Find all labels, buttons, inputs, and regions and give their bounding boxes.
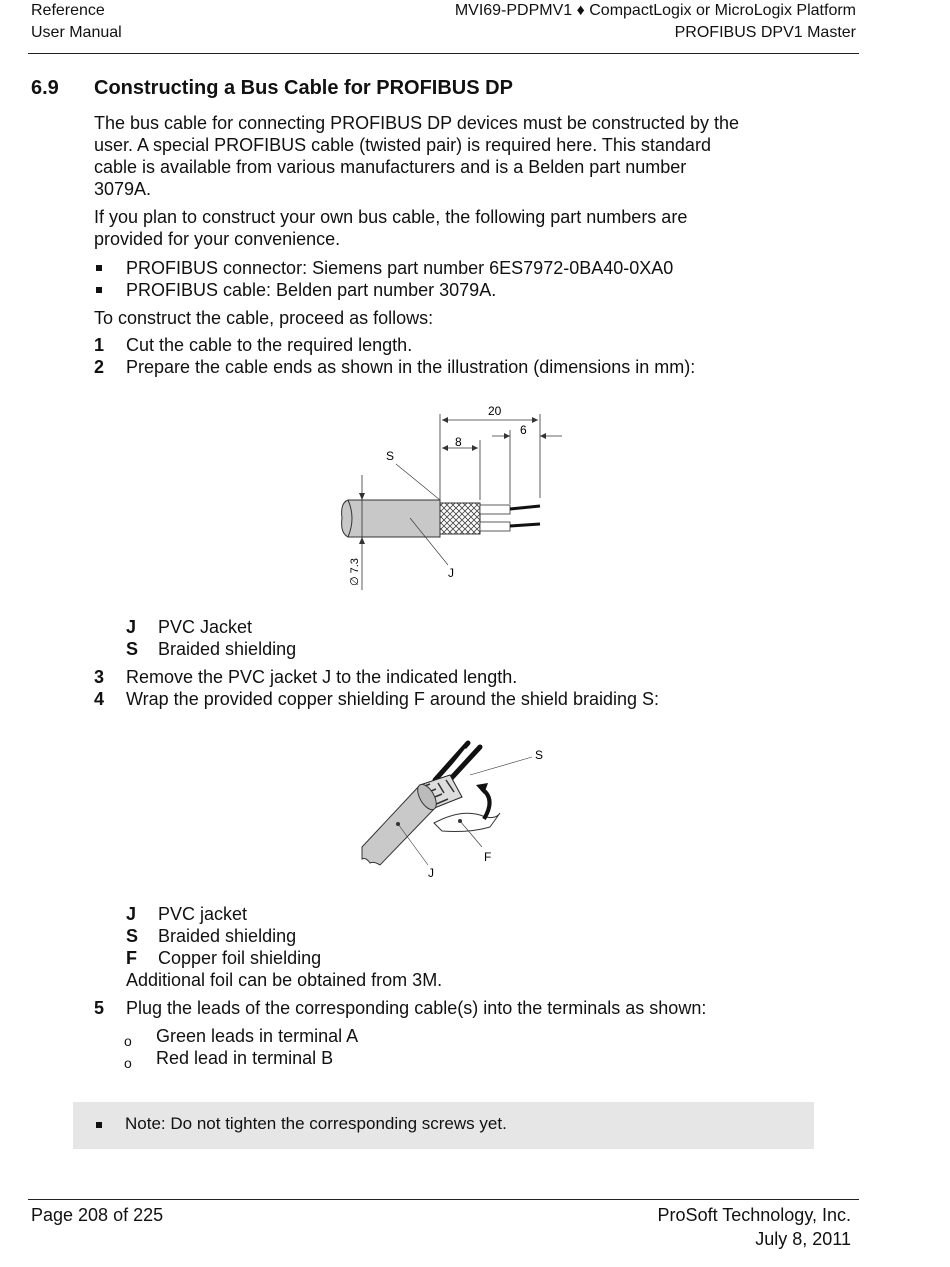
section-title: Constructing a Bus Cable for PROFIBUS DP: [94, 77, 513, 99]
dim-diameter-label: ∅ 7.3: [349, 558, 361, 586]
intro-paragraph: [94, 112, 814, 200]
note-label: Note:: [125, 1114, 166, 1133]
page-number: Page 208 of 225: [31, 1205, 164, 1225]
foil-wrapping-diagram: [350, 735, 560, 880]
pvc-jacket-shape: [342, 500, 440, 537]
bullet-text: PROFIBUS connector: Siemens part number 6ES7972-0BA40-0XA0: [126, 258, 674, 278]
step-text: Prepare the cable ends as shown in the illustration (dimensions in mm):: [126, 357, 696, 377]
header-subtitle: PROFIBUS DPV1 Master: [674, 24, 856, 41]
additional-foil-text: Additional foil can be obtained from 3M.: [126, 970, 443, 990]
legend-key: S: [126, 926, 139, 946]
header-reference: Reference: [31, 2, 105, 19]
step-text: Wrap the provided copper shielding F around the shield braiding S:: [126, 689, 659, 709]
legend-key: J: [126, 904, 137, 924]
step-number: 5: [94, 998, 105, 1018]
header-right: [455, 0, 856, 44]
footer-right: [658, 1203, 851, 1251]
text-line: cable is available from various manufacturers and is a Belden part number: [94, 157, 687, 177]
bullet-square-icon: [96, 1122, 102, 1128]
dim-6-label: 6: [520, 423, 527, 437]
sub-item-text: Green leads in terminal A: [156, 1026, 359, 1046]
plan-paragraph: [94, 206, 814, 250]
text-line: The bus cable for connecting PROFIBUS DP devices must be constructed by the: [94, 113, 739, 133]
header-left: [31, 0, 122, 44]
cable-preparation-diagram: [330, 400, 570, 595]
note-emphasis: not: [196, 1114, 221, 1133]
bullet-square-icon: [96, 287, 102, 293]
step-number: 4: [94, 689, 105, 709]
text-line: If you plan to construct your own bus cable, the following part numbers are: [94, 207, 688, 227]
step-number: 3: [94, 667, 105, 687]
step-2: [94, 356, 814, 378]
sub-item-text: Red lead in terminal B: [156, 1048, 334, 1068]
legend-key: S: [126, 639, 139, 659]
bullet-square-icon: [96, 265, 102, 271]
circle-bullet-icon: o: [124, 1055, 132, 1071]
note-box: [73, 1102, 814, 1149]
text-line: provided for your convenience.: [94, 229, 341, 249]
step-text: Remove the PVC jacket J to the indicated length.: [126, 667, 518, 687]
legend-text: Braided shielding: [158, 926, 297, 946]
legend-key: J: [126, 617, 137, 637]
label-j: J: [428, 866, 434, 880]
legend-key: F: [126, 948, 137, 968]
list-item: [124, 1025, 524, 1047]
step-3: [94, 666, 814, 688]
dim-8-label: 8: [455, 435, 462, 449]
legend-item: [126, 638, 426, 660]
legend-text: PVC Jacket: [158, 617, 253, 637]
text-line: user. A special PROFIBUS cable (twisted pair) is required here. This standard: [94, 135, 711, 155]
document-date: July 8, 2011: [755, 1229, 851, 1249]
bullet-text: PROFIBUS cable: Belden part number 3079A.: [126, 280, 497, 300]
braided-shield-shape: [440, 503, 480, 534]
header-rule: [28, 53, 859, 54]
list-item: [124, 1047, 524, 1069]
circle-bullet-icon: o: [124, 1033, 132, 1049]
proceed-text: To construct the cable, proceed as follows:: [94, 308, 434, 328]
legend-item: [126, 947, 526, 969]
section-number: 6.9: [31, 77, 59, 99]
note-text: [125, 1114, 507, 1134]
dim-20-label: 20: [488, 404, 502, 418]
legend-item: [126, 903, 526, 925]
legend-text: Copper foil shielding: [158, 948, 322, 968]
copper-foil-shape: [434, 813, 500, 832]
legend-item: [126, 616, 426, 638]
label-s: S: [386, 449, 395, 463]
note-text-before: Do: [165, 1114, 197, 1133]
legend-text: PVC jacket: [158, 904, 248, 924]
footer-rule: [28, 1199, 859, 1200]
label-f: F: [484, 850, 492, 864]
label-s: S: [535, 748, 544, 762]
header-product: MVI69-PDPMV1 ♦ CompactLogix or MicroLogix Platform: [454, 2, 856, 19]
step-text: Plug the leads of the corresponding cable(s) into the terminals as shown:: [126, 998, 707, 1018]
step-4: [94, 688, 814, 710]
legend-text: Braided shielding: [158, 639, 297, 659]
header-user-manual: User Manual: [31, 24, 122, 41]
step-1: [94, 334, 814, 356]
legend-item: [126, 925, 526, 947]
note-text-after: tighten the corresponding screws yet.: [220, 1114, 507, 1133]
text-line: 3079A.: [94, 179, 152, 199]
label-j: J: [448, 566, 454, 580]
step-5: [94, 997, 814, 1019]
step-number: 1: [94, 335, 105, 355]
step-text: Cut the cable to the required length.: [126, 335, 413, 355]
company-name: ProSoft Technology, Inc.: [657, 1205, 851, 1225]
step-number: 2: [94, 357, 105, 377]
